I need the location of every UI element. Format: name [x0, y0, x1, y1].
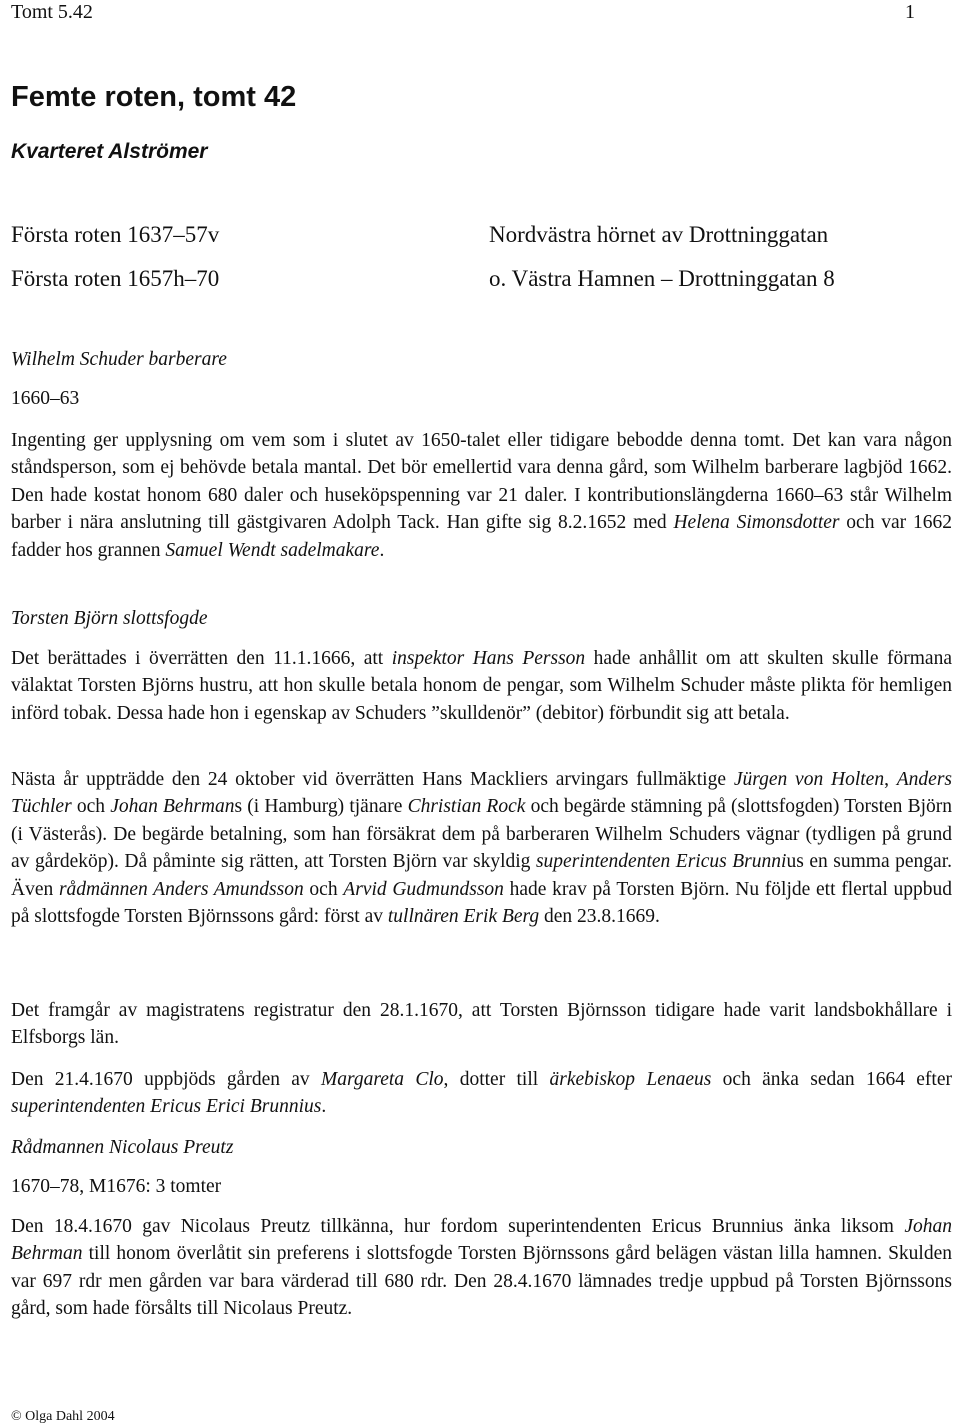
roten-period-1: Första roten 1637–57v	[11, 222, 220, 247]
footer-copyright: © Olga Dahl 2004	[11, 1409, 115, 1424]
paragraph-bjorn-4: Den 21.4.1670 uppbjöds gården av Margareta Clo, dotter till ärkebiskop Lenaeus och änka sedan 1664 efter superintendenten Ericus Erici Brunnius.	[11, 1069, 952, 1118]
owner-heading-schuder: Wilhelm Schuder barberare	[11, 349, 227, 370]
owner-years-preutz: 1670–78, M1676: 3 tomter	[11, 1176, 222, 1197]
paragraph-bjorn-3: Det framgår av magistratens registratur den 28.1.1670, att Torsten Björnsson tidigare hade varit landsbokhållare i Elfsborgs län.	[11, 1000, 952, 1049]
page-subtitle: Kvarteret Alströmer	[11, 140, 208, 163]
owner-heading-bjorn: Torsten Björn slottsfogde	[11, 608, 208, 629]
roten-location-1: Nordvästra hörnet av Drottninggatan	[489, 222, 829, 247]
running-header-left: Tomt 5.42	[11, 1, 93, 23]
page-number: 1	[905, 1, 915, 23]
page-title: Femte roten, tomt 42	[11, 81, 297, 113]
roten-period-2: Första roten 1657h–70	[11, 266, 220, 291]
copyright-icon: ©	[11, 1409, 22, 1424]
owner-heading-preutz: Rådmannen Nicolaus Preutz	[11, 1137, 234, 1158]
paragraph-preutz: Den 18.4.1670 gav Nicolaus Preutz tillkänna, hur fordom superintendenten Ericus Brunnius änka liksom Johan Behrman till honom överlåtit sin preferens i slottsfogde Torsten Björnssons gård belägen västan lilla hamnen. Skulden var 697 rdr men gården var bara värderad till 680 rdr. Den 28.4.1670 lämnades tredje uppbud på Torsten Björnssons gård, som hade försålts till Nicolaus Preutz.	[11, 1216, 952, 1320]
owner-years-schuder: 1660–63	[11, 388, 80, 409]
roten-location-2: o. Västra Hamnen – Drottninggatan 8	[489, 266, 835, 291]
paragraph-schuder: Ingenting ger upplysning om vem som i slutet av 1650-talet eller tidigare bebodde denna tomt. Det kan vara någon ståndsperson, som ej behövde betala mantal. Det bör emellertid vara denna gård, som Wilhelm barberare lagbjöd 1662. Den hade kostat honom 680 daler och huseköpspenning var 21 daler. I kontributionslängderna 1660–63 står Wilhelm barber i nära anslutning till gästgivaren Adolph Tack. Han gifte sig 8.2.1652 med Helena Simonsdotter och var 1662 fadder hos grannen Samuel Wendt sadelmakare.	[11, 430, 952, 561]
paragraph-bjorn-2: Nästa år uppträdde den 24 oktober vid överrätten Hans Mackliers arvingars fullmäktige Jürgen von Holten, Anders Tüchler och Johan Behrmans (i Hamburg) tjänare Christian Rock och begärde stämning på (slottsfogden) Torsten Björn (i Västerås). De begärde betalning, som han försäkrat dem på barberaren Wilhelm Schuders vägnar (tydligen på grund av gårdeköp). Då påminte sig rätten, att Torsten Björn var skyldig superintendenten Ericus Brunnius en summa pengar. Även rådmännen Anders Amundsson och Arvid Gudmundsson hade krav på Torsten Björn. Nu följde ett flertal uppbud på slottsfogde Torsten Björnssons gård: först av tullnären Erik Berg den 23.8.1669.	[11, 769, 953, 928]
paragraph-bjorn-1: Det berättades i överrätten den 11.1.1666, att inspektor Hans Persson hade anhållit om att skulten skulle förmana välaktat Torsten Björns hustru, att hon skulle betala honom de pengar, som Wilhelm Schuder måste plikta för hemligen införd tobak. Dessa hade hon i egenskap av Schuders ”skulldenör” (debitor) förbundit sig att betala.	[11, 648, 952, 724]
